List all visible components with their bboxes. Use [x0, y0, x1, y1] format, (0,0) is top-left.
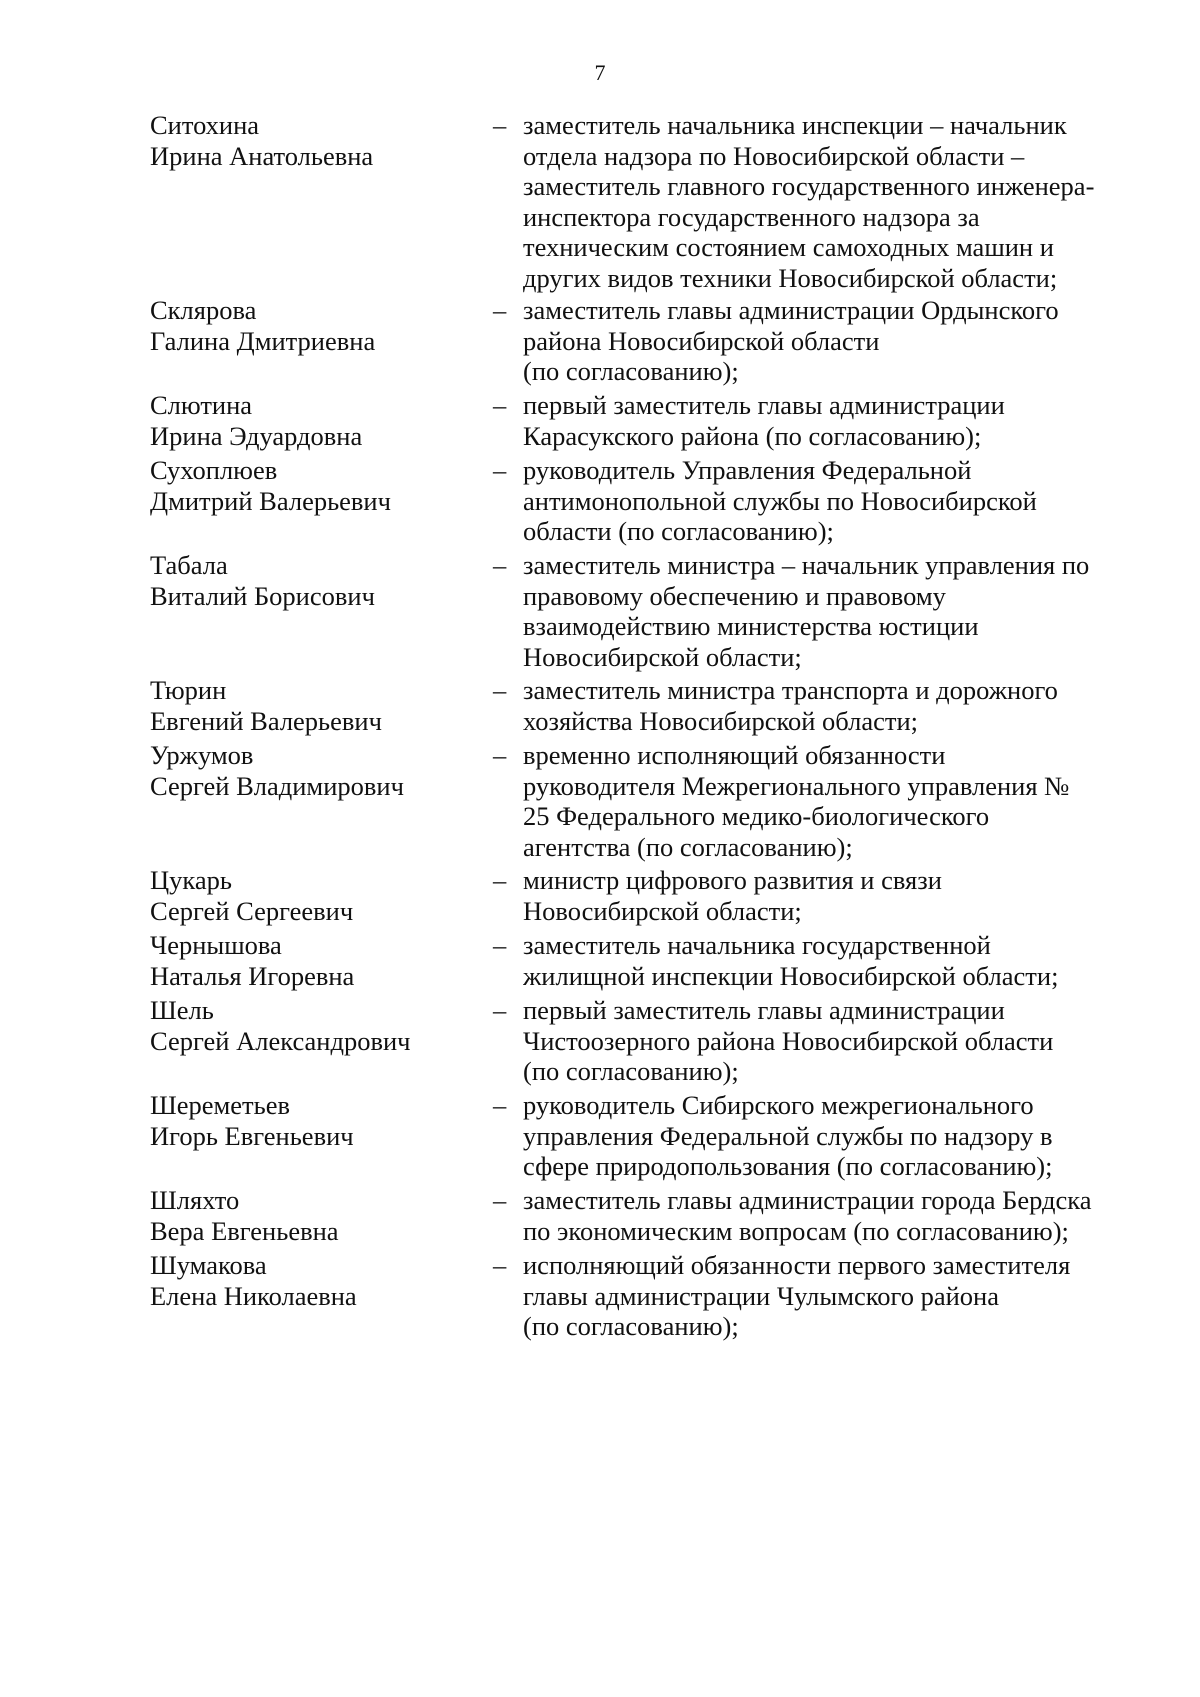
member-position — [523, 110, 1138, 293]
member-position — [523, 390, 1138, 451]
entry-dash: – — [493, 995, 507, 1025]
member-given-names: Ирина Эдуардовна — [150, 420, 363, 451]
position-line: временно исполняющий обязанности — [523, 740, 946, 770]
member-surname: Ситохина — [150, 110, 260, 140]
position-line: заместитель главы администрации Ордынского — [523, 295, 1059, 325]
member-position — [523, 675, 1138, 736]
member-name — [150, 110, 480, 171]
entry-dash: – — [493, 110, 507, 140]
position-line: заместитель министра – начальник управления по — [523, 550, 1090, 580]
position-line: техническим состоянием самоходных машин и — [523, 232, 1054, 262]
member-given-names: Сергей Владимирович — [150, 770, 404, 801]
position-line: (по согласованию); — [523, 356, 739, 386]
member-surname: Шель — [150, 995, 214, 1025]
member-surname: Сухоплюев — [150, 455, 278, 485]
member-name — [150, 550, 480, 611]
entry-dash: – — [493, 550, 507, 580]
member-position — [523, 865, 1138, 926]
position-line: отдела надзора по Новосибирской области – — [523, 140, 1025, 171]
position-line: заместитель главы администрации города Бердска — [523, 1185, 1092, 1215]
position-line: руководитель Сибирского межрегионального — [523, 1090, 1034, 1120]
position-line: Чистоозерного района Новосибирской области — [523, 1025, 1054, 1056]
member-surname: Шляхто — [150, 1185, 240, 1215]
position-line: агентства (по согласованию); — [523, 831, 853, 862]
member-name — [150, 1250, 480, 1311]
member-given-names: Игорь Евгеньевич — [150, 1120, 354, 1151]
position-line: заместитель министра транспорта и дорожного — [523, 675, 1058, 705]
position-line: инспектора государственного надзора за — [523, 201, 980, 232]
position-line: других видов техники Новосибирской области; — [523, 262, 1058, 293]
member-given-names: Дмитрий Валерьевич — [150, 485, 391, 516]
member-surname: Цукарь — [150, 865, 232, 895]
member-surname: Тюрин — [150, 675, 227, 705]
member-name — [150, 995, 480, 1056]
position-line: заместитель начальника государственной — [523, 930, 991, 960]
position-line: заместитель начальника инспекции – начальник — [523, 110, 1067, 140]
member-name — [150, 455, 480, 516]
position-line: хозяйства Новосибирской области; — [523, 705, 919, 736]
member-name — [150, 740, 480, 801]
position-line: сфере природопользования (по согласованию); — [523, 1151, 1053, 1181]
member-given-names: Сергей Александрович — [150, 1025, 411, 1056]
entry-dash: – — [493, 295, 507, 325]
position-line: 25 Федерального медико-биологического — [523, 801, 990, 831]
position-line: заместитель главного государственного инженера- — [523, 171, 1095, 201]
entry-dash: – — [493, 1185, 507, 1215]
position-line: руководитель Управления Федеральной — [523, 455, 972, 485]
member-name — [150, 295, 480, 356]
position-line: министр цифрового развития и связи — [523, 865, 942, 895]
member-surname: Уржумов — [150, 740, 254, 770]
entry-dash: – — [493, 675, 507, 705]
member-name — [150, 390, 480, 451]
member-surname: Шумакова — [150, 1250, 267, 1280]
position-line: области (по согласованию); — [523, 516, 834, 546]
entry-dash: – — [493, 455, 507, 485]
entry-dash: – — [493, 390, 507, 420]
position-line: исполняющий обязанности первого заместителя — [523, 1250, 1071, 1280]
position-line: управления Федеральной службы по надзору в — [523, 1120, 1053, 1151]
member-name — [150, 1090, 480, 1151]
member-surname: Слютина — [150, 390, 253, 420]
member-position — [523, 295, 1138, 387]
entry-dash: – — [493, 1250, 507, 1280]
position-line: первый заместитель главы администрации — [523, 995, 1005, 1025]
member-given-names: Ирина Анатольевна — [150, 140, 374, 171]
member-position — [523, 1185, 1138, 1246]
member-surname: Табала — [150, 550, 228, 580]
position-line: по экономическим вопросам (по согласованию); — [523, 1215, 1069, 1246]
member-given-names: Сергей Сергеевич — [150, 895, 354, 926]
page-number: 7 — [594, 60, 606, 85]
position-line: Новосибирской области; — [523, 641, 802, 672]
member-name — [150, 1185, 480, 1246]
position-line: Новосибирской области; — [523, 895, 802, 926]
position-line: Карасукского района (по согласованию); — [523, 420, 982, 451]
entry-dash: – — [493, 930, 507, 960]
member-position — [523, 930, 1138, 991]
member-position — [523, 740, 1138, 862]
position-line: жилищной инспекции Новосибирской области; — [523, 960, 1059, 991]
position-line: района Новосибирской области — [523, 325, 880, 356]
member-name — [150, 865, 480, 926]
member-position — [523, 1250, 1138, 1342]
position-line: руководителя Межрегионального управления № — [523, 770, 1070, 801]
position-line: первый заместитель главы администрации — [523, 390, 1005, 420]
member-given-names: Елена Николаевна — [150, 1280, 357, 1311]
position-line: правовому обеспечению и правовому — [523, 580, 946, 611]
member-position — [523, 995, 1138, 1087]
member-given-names: Галина Дмитриевна — [150, 325, 376, 356]
member-given-names: Виталий Борисович — [150, 580, 375, 611]
member-surname: Чернышова — [150, 930, 282, 960]
position-line: (по согласованию); — [523, 1311, 739, 1341]
member-surname: Склярова — [150, 295, 257, 325]
member-position — [523, 550, 1138, 672]
position-line: взаимодействию министерства юстиции — [523, 611, 979, 641]
member-given-names: Наталья Игоревна — [150, 960, 355, 991]
member-name — [150, 930, 480, 991]
member-given-names: Вера Евгеньевна — [150, 1215, 339, 1246]
entry-dash: – — [493, 1090, 507, 1120]
position-line: главы администрации Чулымского района — [523, 1280, 999, 1311]
member-surname: Шереметьев — [150, 1090, 290, 1120]
position-line: (по согласованию); — [523, 1056, 739, 1086]
entry-dash: – — [493, 865, 507, 895]
position-line: антимонопольной службы по Новосибирской — [523, 485, 1037, 516]
member-name — [150, 675, 480, 736]
member-position — [523, 455, 1138, 547]
member-position — [523, 1090, 1138, 1182]
member-given-names: Евгений Валерьевич — [150, 705, 382, 736]
entry-dash: – — [493, 740, 507, 770]
